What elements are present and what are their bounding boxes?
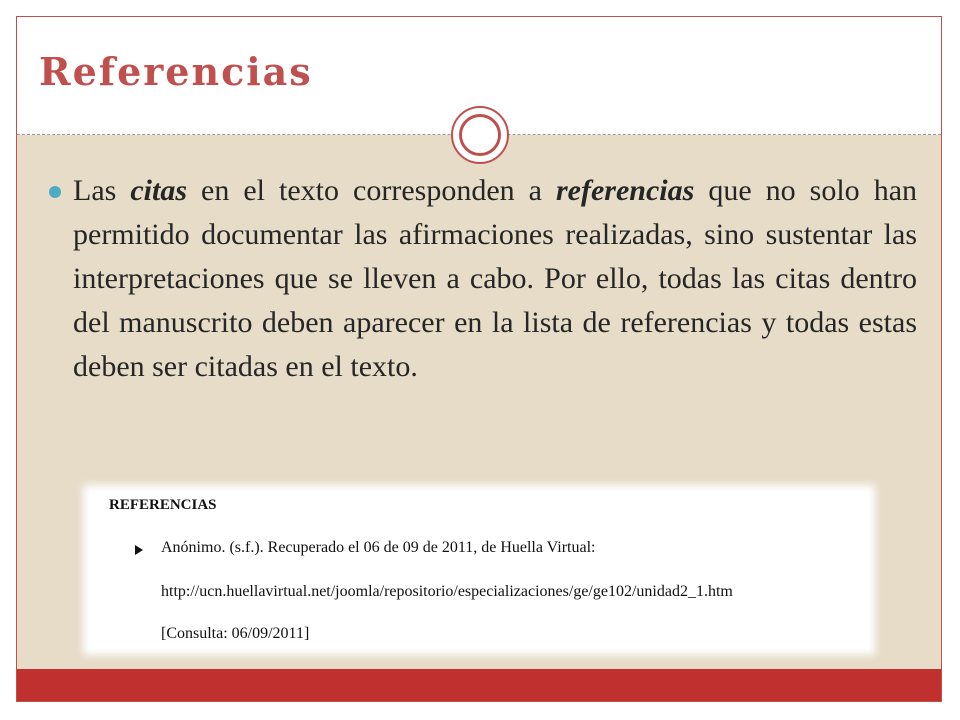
arrow-bullet-icon	[135, 545, 143, 555]
reference-consulta: [Consulta: 06/09/2011]	[161, 625, 310, 642]
reference-entry: Anónimo. (s.f.). Recuperado el 06 de 09 de 2011, de Huella Virtual:	[161, 539, 596, 556]
bullet-text-3: que no solo han permitido documentar las afirmaciones realizadas, sino sustentar las interpretaciones que se lleven a cabo. Por ello, todas las citas dentro del manuscrito deben aparecer en la lista de referencias y todas estas deben ser citadas en el texto.	[73, 174, 918, 383]
slide-title: Referencias	[39, 49, 313, 94]
reference-url: http://ucn.huellavirtual.net/joomla/repositorio/especializaciones/ge/ge102/unidad2_1.htm	[161, 583, 733, 600]
references-heading: REFERENCIAS	[109, 497, 217, 513]
bullet-emphasis-citas: citas	[130, 174, 188, 207]
bullet-dot-icon	[49, 186, 61, 198]
slide	[16, 16, 942, 702]
circle-ornament-icon	[451, 106, 509, 164]
bullet-list	[47, 169, 917, 389]
bullet-text-1: Las	[73, 174, 131, 207]
footer-bar	[17, 669, 941, 701]
bullet-item	[47, 169, 917, 389]
bullet-text-2: en el texto corresponden a	[187, 174, 556, 207]
references-image	[89, 491, 869, 649]
bullet-emphasis-referencias: referencias	[556, 174, 695, 207]
